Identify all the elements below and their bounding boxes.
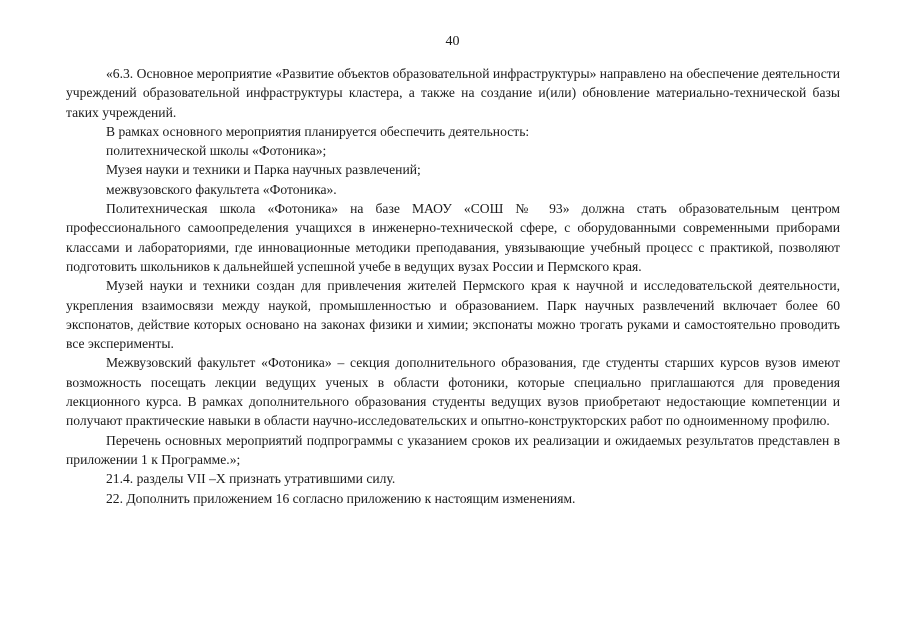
paragraph-activities-intro: В рамках основного мероприятия планируется обеспечить деятельность: — [106, 123, 530, 139]
paragraph-polytechnic-school: Политехническая школа «Фотоника» на базе МАОУ «СОШ № 93» должна стать образовательным центром профессионального самоопределения учащихся в инженерно-технической сфере, с оборудованными современными приборами классами и лабораториями, где инновационные методики преподавания, увязывающие учебный процесс с практикой, позволяют подготовить школьников к дальнейшей успешной учебе в ведущих вузах России и Пермского края. — [66, 201, 840, 274]
list-item-interuniversity-faculty: межвузовского факультета «Фотоника». — [106, 181, 337, 197]
list-item-science-museum: Музея науки и техники и Парка научных развлечений; — [106, 162, 421, 178]
list-item-polytechnic-school: политехнической школы «Фотоника»; — [106, 143, 327, 159]
document-body — [66, 64, 840, 508]
paragraph-21-4: 21.4. разделы VII –X признать утратившими силу. — [106, 471, 396, 487]
page-number: 40 — [445, 34, 460, 49]
paragraph-science-museum: Музей науки и техники создан для привлечения жителей Пермского края к научной и исследовательской деятельности, укрепления взаимосвязи между наукой, промышленностью и образованием. Парк научных развлечений включает более 60 экспонатов, действие которых основано на законах физики и химии; экспонаты можно трогать руками и самостоятельно проводить все эксперименты. — [66, 278, 840, 352]
paragraph-6-3: «6.3. Основное мероприятие «Развитие объектов образовательной инфраструктуры» направлено на обеспечение деятельности учреждений образовательной инфраструктуры кластера, а также на создание и(или) обновление материально-технической базы таких учреждений. — [66, 66, 840, 120]
paragraph-activities-list: Перечень основных мероприятий подпрограммы с указанием сроков их реализации и ожидаемых результатов представлен в приложении 1 к Программе.»; — [66, 432, 840, 467]
paragraph-22: 22. Дополнить приложением 16 согласно приложению к настоящим изменениям. — [106, 490, 576, 506]
paragraph-interuniversity-faculty: Межвузовский факультет «Фотоника» – секция дополнительного образования, где студенты старших курсов вузов имеют возможность посещать лекции ведущих ученых в области фотоники, которые специально приглашаются для проведения лекционного курса. В рамках дополнительного образования студенты ведущих вузов приобретают недостающие компетенции и получают практические навыки в области научно-исследовательских и опытно-конструкторских работ по одноименному профилю. — [66, 355, 840, 429]
